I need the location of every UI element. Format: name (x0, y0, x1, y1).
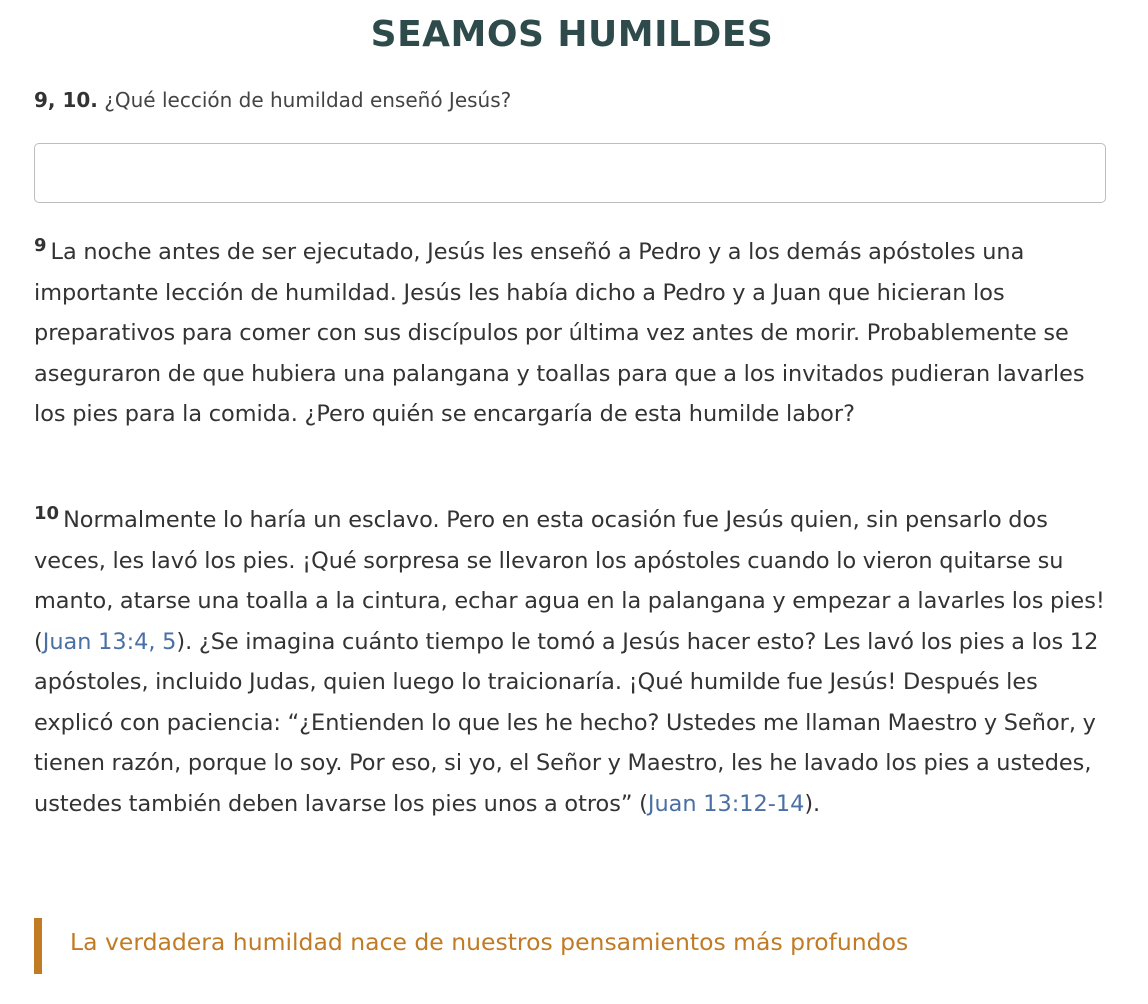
subheading-block (34, 918, 1110, 974)
paragraph-10 (34, 500, 1110, 824)
paragraph-text: La noche antes de ser ejecutado, Jesús les enseñó a Pedro y a los demás apóstoles una importante lección de humildad. Jesús les había dicho a Pedro y a Juan que hicieran los preparativos para comer con sus discípulos por última vez antes de morir. Probablemente se aseguraron de que hubiera una palangana y toallas para que a los invitados pudieran lavarles los pies para la comida. ¿Pero quién se encargaría de esta humilde labor? (34, 239, 1085, 427)
answer-input[interactable] (34, 143, 1106, 203)
paragraph-text: Normalmente lo haría un esclavo. Pero en esta ocasión fue Jesús quien, sin pensarlo dos veces, les lavó los pies. ¡Qué sorpresa se llevaron los apóstoles cuando lo vieron quitarse su manto, atarse una toalla a la cintura, echar agua en la palangana y empezar a lavarles los pies! ( (34, 507, 1105, 655)
accent-bar (34, 918, 42, 974)
section-heading: SEAMOS HUMILDES (370, 14, 774, 55)
paragraph-text: ). ¿Se imagina cuánto tiempo le tomó a Jesús hacer esto? Les lavó los pies a los 12 apóstoles, incluido Judas, quien luego lo traicionaría. ¡Qué humilde fue Jesús! Después les explicó con paciencia: “¿Entienden lo que les he hecho? Ustedes me llaman Maestro y Señor, y tienen razón, porque lo soy. Por eso, si yo, el Señor y Maestro, les he lavado los pies a ustedes, ustedes también deben lavarse los pies unos a otros” ( (34, 628, 1099, 817)
paragraph-number: 10 (34, 503, 60, 524)
subheading-text: La verdadera humildad nace de nuestros pensamientos más profundos (70, 928, 909, 956)
scripture-link-juan-13-4-5[interactable]: Juan 13:4, 5 (42, 628, 177, 655)
paragraph-number: 9 (34, 235, 47, 256)
scripture-link-juan-13-12-14[interactable]: Juan 13:12-14 (647, 790, 805, 817)
question-text: ¿Qué lección de humildad enseñó Jesús? (104, 88, 512, 112)
paragraph-text: ). (804, 790, 821, 817)
study-question (34, 88, 1110, 112)
question-numbers: 9, 10. (34, 88, 98, 112)
paragraph-9 (34, 232, 1110, 435)
